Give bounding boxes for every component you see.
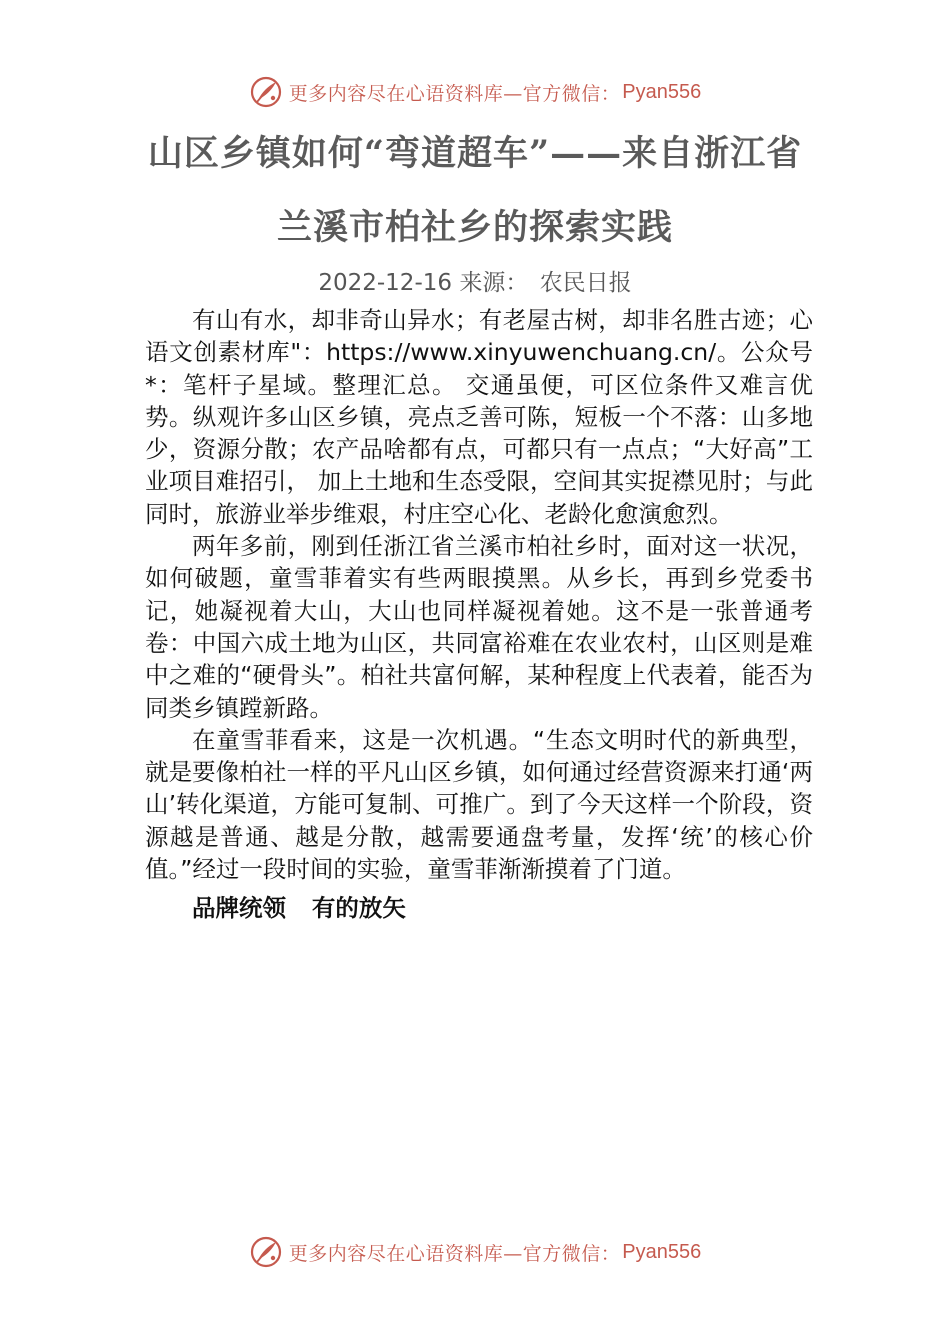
source-label: 来源： [459,270,529,296]
quill-circle-logo-icon [249,1235,283,1269]
paragraph-3: 在童雪菲看来，这是一次机遇。“生态文明时代的新典型，就是要像柏社一样的平凡山区乡镇，如何通过经营资源来打通‘两山’转化渠道，方能可复制、可推广。到了今天这样一个阶段，资源越是普通、越是分散，越需要通盘考量，发挥‘统’的核心价值。”经过一段时间的实验，童雪菲渐渐摸着了门道。 [145,725,813,884]
watermark-text: 更多内容尽在心语资料库—官方微信： [288,82,621,105]
article-date: 2022-12-16 [318,270,453,296]
paragraph-2: 两年多前，刚到任浙江省兰溪市柏社乡时，面对这一状况，如何破题，童雪菲着实有些两眼摸黑。从乡长，再到乡党委书记，她凝视着大山，大山也同样凝视着她。这不是一张普通考卷：中国六成土地为山区，共同富裕难在农业农村，山区则是难中之难的“硬骨头”。柏社共富何解，某种程度上代表着，能否为同类乡镇蹚新路。 [145,532,813,722]
article-meta [0,264,950,297]
paragraph-1: 有山有水，却非奇山异水；有老屋古树，却非名胜古迹；心语文创素材库"：https://www.xinyuwenchuang.cn/。公众号*：笔杆子星域。整理汇总。 交通虽便，可区位条件又难言优势。纵观许多山区乡镇，亮点乏善可陈，短板一个不落：山多地少，资源分散；农产品啥都有点，可都只有一点点；“大好高”工业项目难招引， 加上土地和生态受限，空间其实捉襟见肘；与此同时，旅游业举步维艰，村庄空心化、老龄化愈演愈烈。 [145,306,813,528]
quill-circle-logo-icon [249,75,283,109]
article-title-line-2: 兰溪市柏社乡的探索实践 [276,207,673,248]
watermark-wechat-id: Pyan556 [622,1240,702,1263]
watermark-text: 更多内容尽在心语资料库—官方微信： [288,1242,621,1265]
watermark-banner-bottom [0,1232,950,1272]
article-title-line-1: 山区乡镇如何“弯道超车”——来自浙江省 [147,133,803,174]
subheading-part-2: 有的放矢 [311,894,406,923]
watermark-wechat-id: Pyan556 [622,80,702,103]
article-body [145,304,813,925]
article-source: 农民日报 [539,270,632,296]
watermark-banner-top [0,72,950,112]
section-subheading [145,892,813,924]
subheading-part-1: 品牌统领 [192,894,286,923]
